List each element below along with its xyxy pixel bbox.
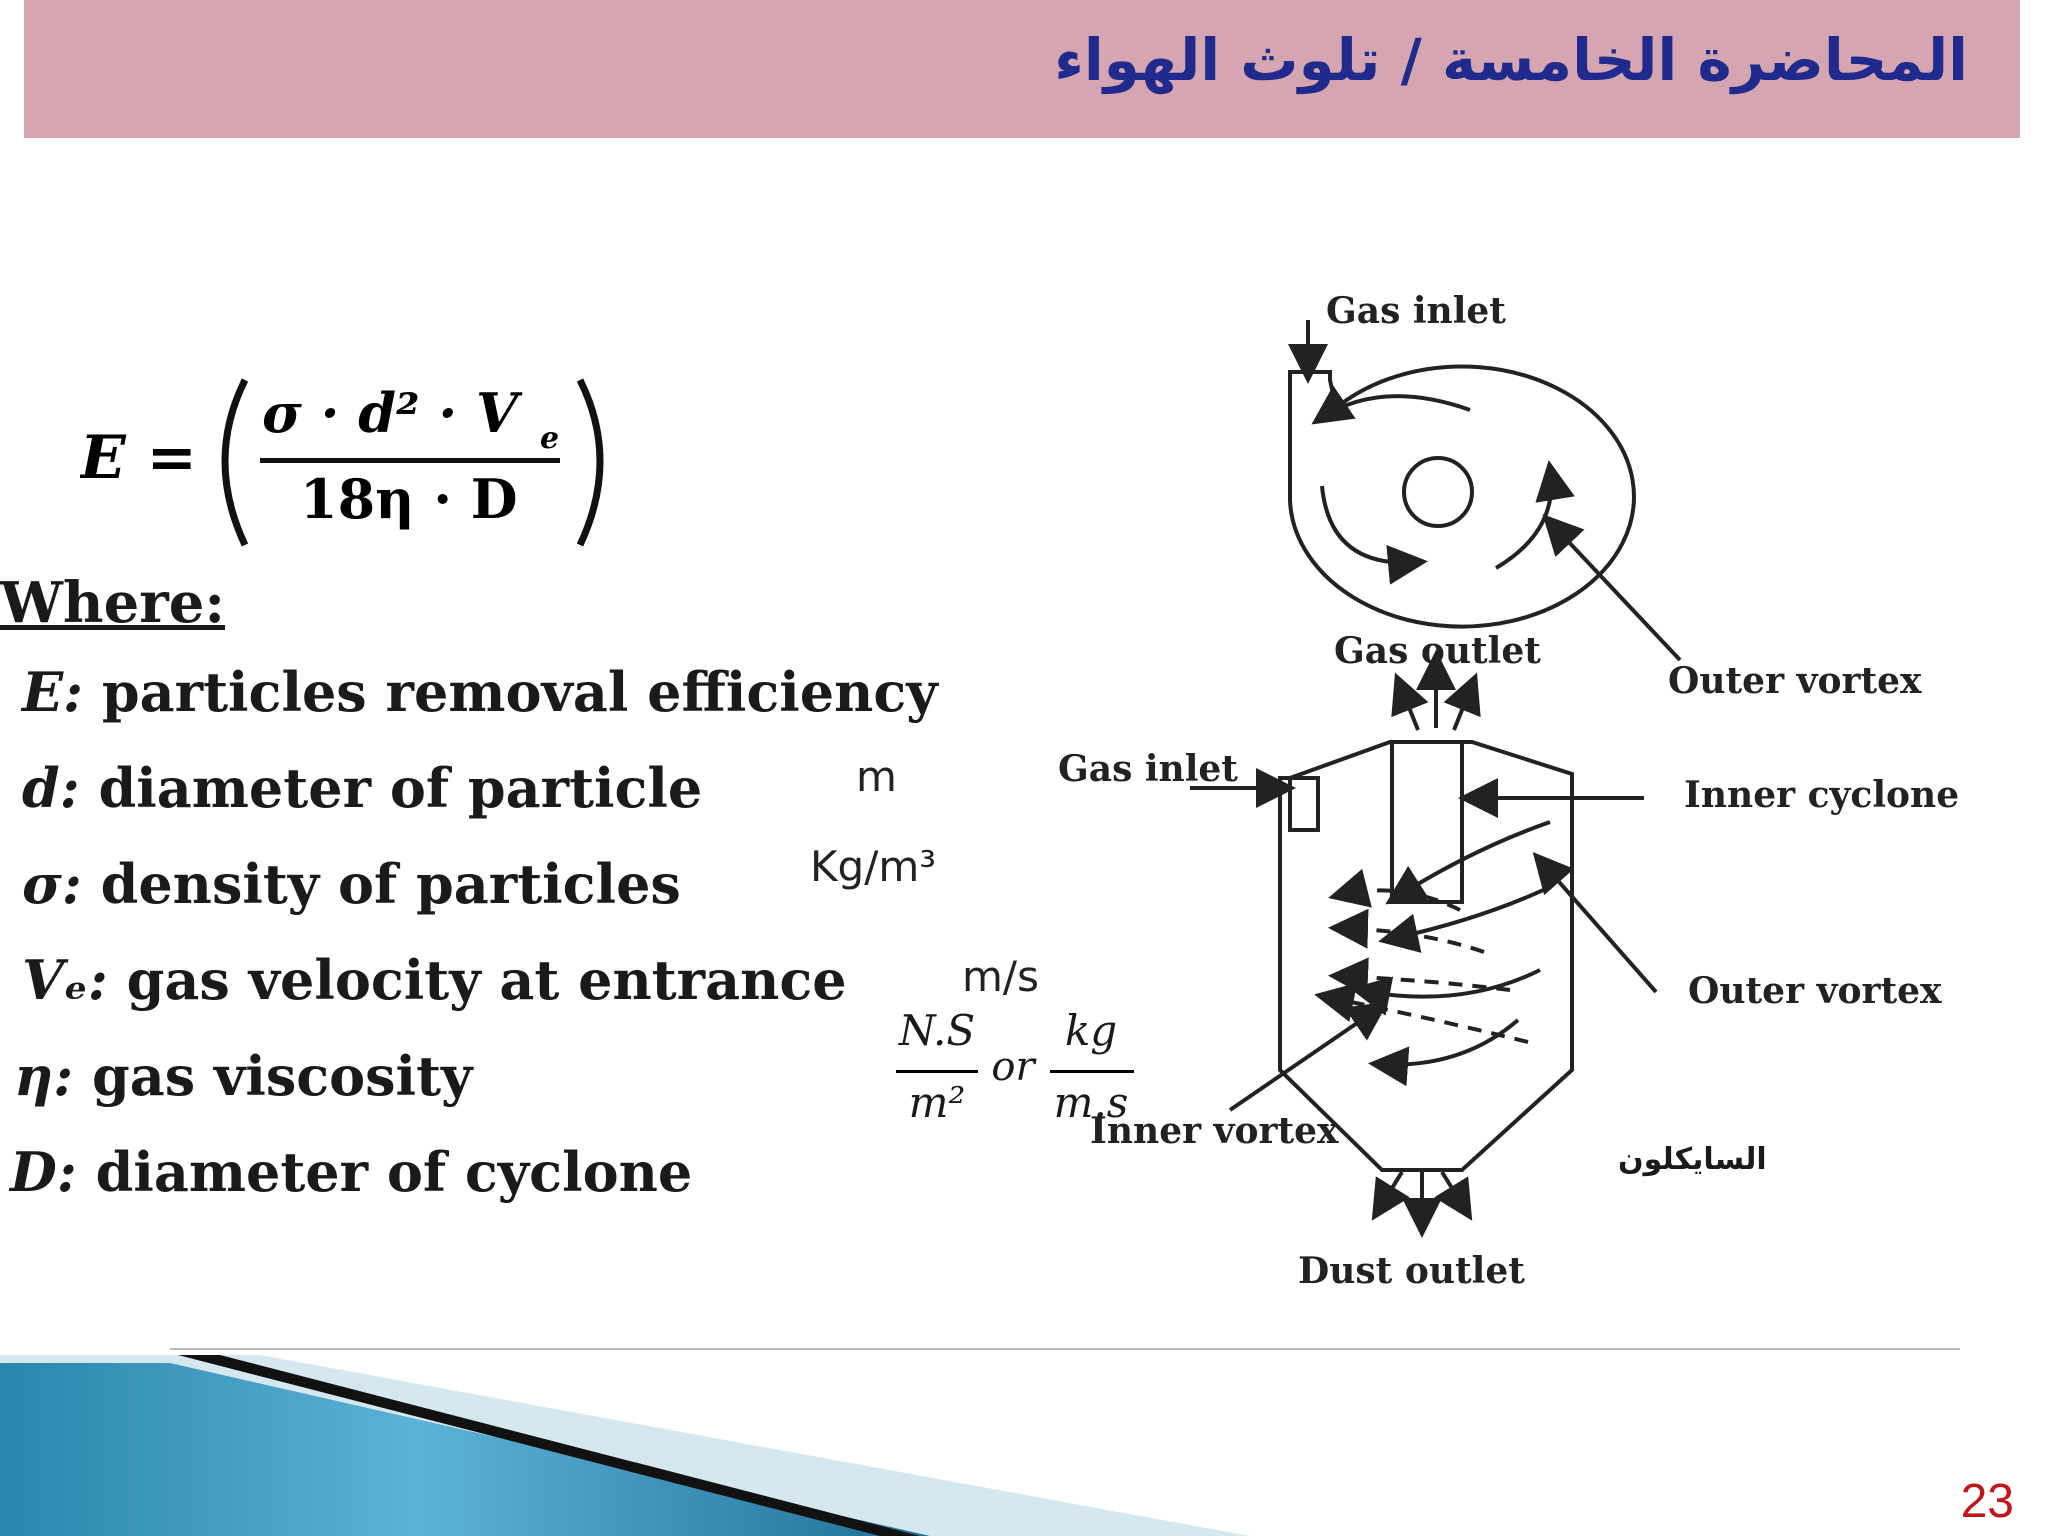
definition-D — [10, 1140, 692, 1204]
cyclone-body — [1280, 742, 1572, 1170]
outer-vortex-pointer-top — [1548, 520, 1680, 660]
vortex-arrow-dashed — [1336, 928, 1484, 952]
vortex-arrow — [1392, 822, 1550, 900]
where-label: Where: — [0, 570, 226, 636]
definition-text: diameter of particle — [98, 756, 703, 820]
unit-eta-den2: m.s — [1053, 1078, 1129, 1127]
formula-numerator: σ · d² · V — [262, 381, 518, 445]
vortex-arrow — [1376, 1020, 1518, 1065]
slide-title: المحاضرة الخامسة / تلوث الهواء — [1054, 26, 1968, 94]
unit-ve: m/s — [962, 952, 1039, 1001]
formula-denominator: 18η · D — [300, 467, 518, 531]
definition-symbol: d: — [22, 756, 80, 820]
unit-d: m — [856, 752, 897, 801]
unit-eta-or: or — [991, 1044, 1035, 1090]
unit-eta-bar1 — [896, 1070, 978, 1073]
definition-text: density of particles — [100, 852, 681, 916]
definition-symbol: η: — [14, 1044, 74, 1108]
label-gas-inlet-top: Gas inlet — [1326, 290, 1506, 332]
definition-e — [22, 660, 938, 724]
gas-outlet-arrow-left — [1398, 680, 1418, 730]
definition-symbol: E: — [22, 660, 84, 724]
unit-eta-den1: m² — [908, 1078, 966, 1127]
label-gas-outlet: Gas outlet — [1334, 630, 1541, 672]
formula-lhs: E = — [80, 423, 197, 493]
efficiency-formula — [80, 360, 640, 560]
definition-symbol: σ: — [22, 852, 82, 916]
title-bar — [24, 0, 2020, 138]
vortex-arrow-dashed — [1336, 976, 1510, 990]
definition-sigma — [22, 852, 681, 916]
definition-eta — [14, 1044, 472, 1108]
page-number: 23 — [1960, 1475, 2014, 1528]
gas-outlet-arrow-right — [1454, 680, 1474, 730]
label-dust-outlet: Dust outlet — [1298, 1250, 1525, 1292]
label-outer-vortex-side: Outer vortex — [1688, 970, 1942, 1012]
top-view-outlet — [1404, 458, 1472, 526]
left-paren — [225, 380, 245, 545]
dust-outlet-arrow-right — [1442, 1172, 1468, 1214]
footer-decoration — [0, 1345, 1300, 1536]
vortex-arrow-dashed — [1322, 996, 1528, 1042]
fraction-bar — [260, 458, 560, 463]
definition-symbol: Vₑ: — [22, 948, 108, 1012]
label-outer-vortex-top: Outer vortex — [1668, 660, 1922, 702]
label-gas-inlet-side: Gas inlet — [1058, 748, 1238, 790]
unit-eta-num1: N.S — [898, 1006, 976, 1055]
unit-eta-num2: kg — [1064, 1006, 1118, 1055]
inlet-port — [1290, 778, 1318, 830]
swirl-arrow-3 — [1496, 468, 1551, 568]
dust-outlet-arrow-left — [1376, 1172, 1402, 1214]
definition-d — [22, 756, 702, 820]
formula-numerator-subscript: e — [540, 421, 560, 456]
right-paren — [580, 380, 600, 545]
label-inner-vortex: Inner vortex — [1090, 1110, 1339, 1152]
swirl-arrow-1 — [1318, 396, 1470, 420]
definition-ve — [22, 948, 847, 1012]
outer-vortex-pointer-side — [1538, 858, 1656, 992]
definition-symbol: D: — [10, 1140, 77, 1204]
definition-text: diameter of cyclone — [95, 1140, 693, 1204]
definition-text: particles removal efficiency — [101, 660, 938, 724]
definition-text: gas viscosity — [92, 1044, 473, 1108]
label-inner-cyclone: Inner cyclone — [1684, 774, 1960, 816]
definition-text: gas velocity at entrance — [126, 948, 847, 1012]
unit-sigma: Kg/m³ — [810, 842, 937, 891]
label-arabic-caption: السايكلون — [1618, 1142, 1767, 1177]
